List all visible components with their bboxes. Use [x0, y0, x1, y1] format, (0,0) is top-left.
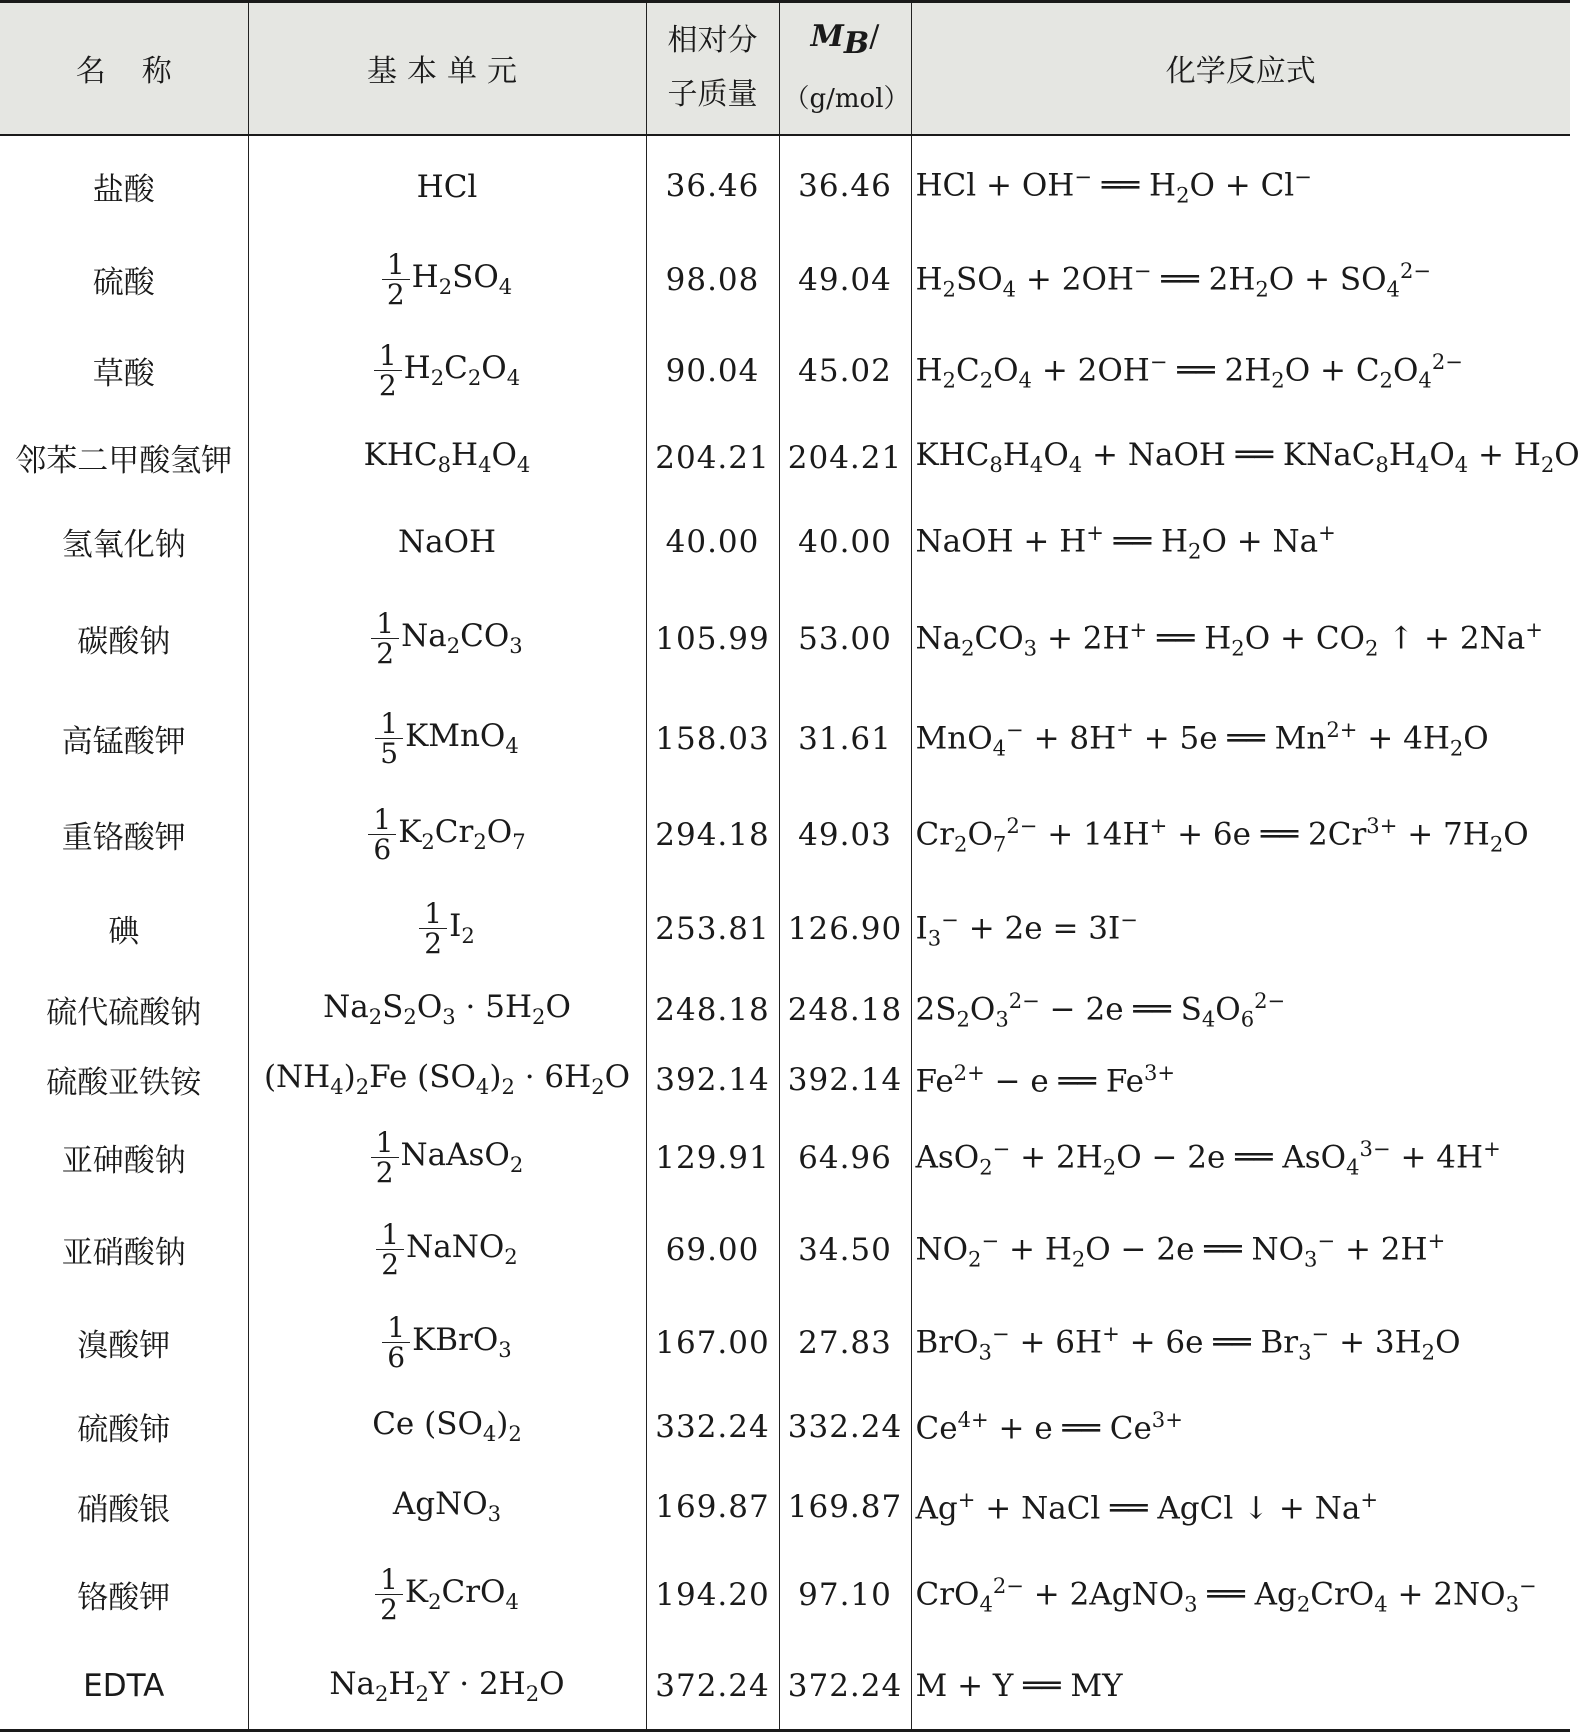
table-row [0, 419, 1570, 497]
unit-fraction [376, 1217, 404, 1281]
reaction-equation: M + Y ══ MY [911, 1643, 1570, 1731]
molar-mass: 49.03 [779, 787, 911, 883]
table-row [0, 1201, 1570, 1299]
reagent-name: 硫酸铈 [77, 1412, 171, 1448]
basic-unit [248, 419, 646, 497]
unit-formula: $H_2C_2O_4$ [403, 350, 521, 391]
unit-formula: $K_2CrO_4$ [404, 1574, 519, 1615]
molecular-weight: 105.99 [646, 587, 779, 691]
header-row [0, 2, 1570, 135]
basic-unit [248, 883, 646, 975]
unit-formula: $I_2$ [449, 908, 475, 949]
unit-formula: $H_2SO_4$ [411, 259, 513, 300]
header-basic-unit: 基本单元 [248, 2, 646, 135]
reagent-name: EDTA [0, 1643, 248, 1731]
molar-mass: 332.24 [779, 1387, 911, 1467]
unit-fraction [371, 1125, 399, 1189]
fraction-numerator: 1 [376, 1220, 404, 1250]
molar-mass: 392.14 [779, 1045, 911, 1115]
molecular-weight: 169.87 [646, 1467, 779, 1547]
molar-mass: 45.02 [779, 323, 911, 419]
unit-formula: NaOH [397, 524, 497, 561]
reaction-equation: $I_3^- + 2e = 3I^-$ [911, 883, 1570, 975]
molar-mass: 34.50 [779, 1201, 911, 1299]
reagent-name: 硫酸亚铁铵 [46, 1065, 202, 1101]
unit-fraction [368, 802, 396, 866]
unit-fraction [419, 896, 447, 960]
header-mw-line1: 相对分 [667, 23, 758, 59]
molecular-weight: 248.18 [646, 975, 779, 1045]
unit-fraction [375, 706, 403, 770]
basic-unit [248, 1115, 646, 1201]
fraction-denominator: 2 [378, 369, 397, 402]
unit-formula: Ce $(SO_4)_2$ [372, 1406, 522, 1447]
molar-mass: 372.24 [779, 1643, 911, 1731]
reagent-name: 邻苯二甲酸氢钾 [15, 443, 233, 479]
table-row [0, 135, 1570, 237]
header-mb-slash: / [869, 19, 880, 55]
fraction-denominator: 2 [381, 1248, 400, 1281]
molar-mass: 248.18 [779, 975, 911, 1045]
molar-mass: 169.87 [779, 1467, 911, 1547]
reagent-name: 硝酸银 [77, 1492, 171, 1528]
molecular-weight: 36.46 [646, 135, 779, 237]
basic-unit [248, 1299, 646, 1387]
reaction-equation: $NO_2^- + H_2O - 2e$ ══ $NO_3^- + 2H^+$ [911, 1201, 1570, 1299]
basic-unit [248, 587, 646, 691]
table-row [0, 883, 1570, 975]
molecular-weight: 167.00 [646, 1299, 779, 1387]
fraction-denominator: 2 [375, 1156, 394, 1189]
table-row [0, 237, 1570, 323]
unit-fraction [382, 1310, 410, 1374]
molecular-weight: 40.00 [646, 497, 779, 587]
molecular-weight: 158.03 [646, 691, 779, 787]
basic-unit [248, 497, 646, 587]
unit-fraction [375, 1562, 403, 1626]
reaction-equation: $2S_2O_3^{2-} - 2e$ ══ $S_4O_6^{2-}$ [911, 975, 1570, 1045]
molecular-weight: 69.00 [646, 1201, 779, 1299]
reaction-equation: $Ce^{4+} + e$ ══ $Ce^{3+}$ [911, 1387, 1570, 1467]
basic-unit [248, 237, 646, 323]
molar-mass: 31.61 [779, 691, 911, 787]
molar-mass: 204.21 [779, 419, 911, 497]
basic-unit [248, 1201, 646, 1299]
basic-unit [248, 1387, 646, 1467]
table-row [0, 1467, 1570, 1547]
unit-formula: NaAsO$_2$ [400, 1137, 524, 1178]
molecular-weight: 332.24 [646, 1387, 779, 1467]
reaction-equation: CrO$_4^{2-}$ + 2AgNO$_3$ ══ $Ag_2CrO_4 + 2NO_3^-$ [911, 1547, 1570, 1643]
molecular-weight: 98.08 [646, 237, 779, 323]
reaction-equation: $AsO_2^- + 2H_2O - 2e$ ══ AsO$_4^{3-}$ + 4H+ [911, 1115, 1570, 1201]
fraction-numerator: 1 [375, 1565, 403, 1595]
unit-formula: KBrO$_3$ [412, 1322, 512, 1363]
unit-formula: $(NH_4)_2Fe$ $(SO_4)_2 \cdot 6H_2O$ [263, 1059, 631, 1100]
reaction-equation: Ag+ + NaCl ══ AgCl ↓ + Na+ [911, 1467, 1570, 1547]
unit-fraction [371, 606, 399, 670]
molecular-weight: 372.24 [646, 1643, 779, 1731]
reagent-name: 硫代硫酸钠 [46, 995, 202, 1031]
unit-formula: NaNO$_2$ [406, 1229, 518, 1270]
reaction-equation: $H_2C_2O_4 + 2OH^-$ ══ $2H_2O + C_2O_4^{2-}$ [911, 323, 1570, 419]
reaction-equation: $Fe^{2+} - e$ ══ $Fe^{3+}$ [911, 1045, 1570, 1115]
molecular-weight: 194.20 [646, 1547, 779, 1643]
reaction-equation: HCl + OH− ══ $H_2O + Cl^-$ [911, 135, 1570, 237]
header-mb-sub: B [843, 26, 870, 62]
fraction-numerator: 1 [382, 1313, 410, 1343]
basic-unit [248, 787, 646, 883]
reaction-equation: $KHC_8H_4O_4$ + NaOH ══ $KNaC_8H_4O_4 + H_2O$ [911, 419, 1570, 497]
molecular-weight: 294.18 [646, 787, 779, 883]
reagent-name: 碳酸钠 [77, 624, 171, 660]
unit-fraction [382, 247, 410, 311]
fraction-denominator: 2 [380, 1593, 398, 1626]
molar-mass: 36.46 [779, 135, 911, 237]
table-row [0, 1643, 1570, 1731]
molar-mass: 126.90 [779, 883, 911, 975]
reagent-name: 氢氧化钠 [61, 527, 186, 563]
reagent-name: 重铬酸钾 [61, 820, 186, 856]
reagent-name: 亚硝酸钠 [61, 1235, 186, 1271]
basic-unit [248, 1547, 646, 1643]
unit-formula: HCl [416, 168, 478, 205]
basic-unit [248, 1467, 646, 1547]
unit-formula: $Na_2S_2O_3 \cdot 5H_2O$ [323, 989, 571, 1030]
molar-mass: 97.10 [779, 1547, 911, 1643]
table-row [0, 975, 1570, 1045]
molar-mass: 27.83 [779, 1299, 911, 1387]
table-row [0, 1387, 1570, 1467]
header-mw-line2: 子质量 [667, 77, 758, 113]
header-name: 名称 [0, 2, 248, 135]
unit-formula: KMnO$_4$ [405, 718, 519, 759]
header-mb-symbol: M [810, 19, 844, 55]
fraction-denominator: 2 [376, 637, 395, 670]
table-row [0, 587, 1570, 691]
reagent-name: 亚砷酸钠 [61, 1143, 186, 1179]
fraction-numerator: 1 [375, 709, 403, 739]
table-body [0, 135, 1580, 1731]
reagent-name: 铬酸钾 [77, 1580, 171, 1616]
molar-mass: 53.00 [779, 587, 911, 691]
basic-unit [248, 691, 646, 787]
molecular-weight: 253.81 [646, 883, 779, 975]
header-reaction: 化学反应式 [911, 2, 1570, 135]
reagent-name: 草酸 [92, 356, 155, 392]
fraction-numerator: 1 [374, 341, 402, 371]
molar-mass: 49.04 [779, 237, 911, 323]
reagent-name: 溴酸钾 [77, 1328, 171, 1364]
unit-formula: $KHC_8H_4O_4$ [363, 437, 531, 478]
reagent-name: 高锰酸钾 [61, 724, 186, 760]
table-row [0, 497, 1570, 587]
fraction-numerator: 1 [371, 609, 399, 639]
fraction-denominator: 6 [387, 1341, 406, 1374]
molecular-weight: 204.21 [646, 419, 779, 497]
table-row [0, 323, 1570, 419]
unit-fraction [374, 338, 402, 402]
reaction-equation: $H_2SO_4 + 2OH^-$ ══ $2H_2O + SO_4^{2-}$ [911, 237, 1570, 323]
fraction-numerator: 1 [371, 1128, 399, 1158]
molar-mass: 64.96 [779, 1115, 911, 1201]
molar-mass: 40.00 [779, 497, 911, 587]
unit-formula: $K_2Cr_2O_7$ [398, 814, 526, 855]
molecular-weight: 129.91 [646, 1115, 779, 1201]
basic-unit [248, 323, 646, 419]
table-row [0, 787, 1570, 883]
reagent-name: 硫酸 [92, 265, 155, 301]
unit-formula: $Na_2CO_3$ [401, 618, 523, 659]
reaction-equation: NaOH + H+ ══ $H_2O + Na^+$ [911, 497, 1570, 587]
table-row [0, 691, 1570, 787]
table-row [0, 1045, 1570, 1115]
fraction-denominator: 2 [386, 278, 405, 311]
table-row [0, 1115, 1570, 1201]
molecular-weight: 90.04 [646, 323, 779, 419]
basic-unit [248, 1045, 646, 1115]
fraction-numerator: 1 [382, 250, 410, 280]
reaction-equation: BrO$_3$− + 6H+ + 6e ══ $Br_3^- + 3H_2O$ [911, 1299, 1570, 1387]
fraction-denominator: 2 [424, 927, 443, 960]
basic-unit [248, 135, 646, 237]
header-mb-units: （g/mol） [783, 84, 910, 115]
reagent-name: 盐酸 [92, 171, 155, 208]
reaction-equation: $Cr_2O_7^{2-} + 14H^+ + 6e$ ══ $2Cr^{3+} + 7H_2O$ [911, 787, 1570, 883]
basic-unit [248, 975, 646, 1045]
reaction-equation: MnO$_4$− + 8H+ + 5e ══ $Mn^{2+} + 4H_2O$ [911, 691, 1570, 787]
reaction-equation: $Na_2CO_3 + 2H^+$ ══ $H_2O + CO_2$ ↑ + 2Na+ [911, 587, 1570, 691]
basic-unit [248, 1643, 646, 1731]
header-molar-mass [779, 2, 911, 135]
molecular-weight: 392.14 [646, 1045, 779, 1115]
fraction-denominator: 5 [380, 737, 399, 770]
table-row [0, 1299, 1570, 1387]
unit-formula: AgNO$_3$ [392, 1486, 502, 1527]
reagent-name: 碘 [108, 914, 140, 950]
fraction-numerator: 1 [368, 805, 396, 835]
unit-formula: $Na_2H_2Y \cdot 2H_2O$ [329, 1665, 565, 1706]
header-molecular-weight [646, 2, 779, 135]
table-row [0, 1547, 1570, 1643]
fraction-denominator: 6 [373, 833, 392, 866]
fraction-numerator: 1 [419, 899, 447, 929]
